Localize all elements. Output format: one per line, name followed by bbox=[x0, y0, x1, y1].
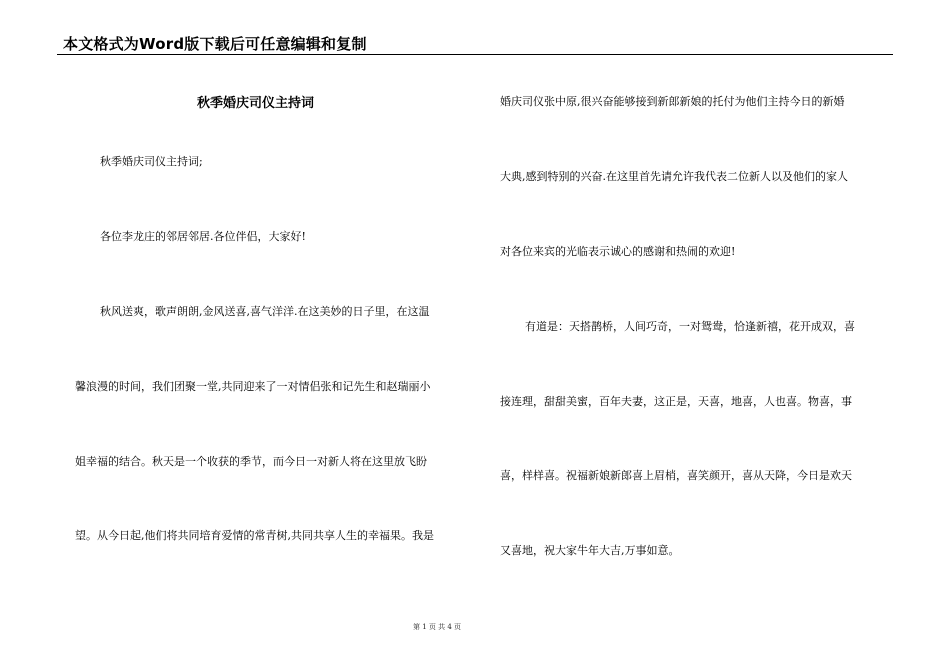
paragraph-line: 秋季婚庆司仪主持词; bbox=[100, 155, 203, 168]
paragraph-line: 对各位来宾的光临表示诚心的感谢和热闹的欢迎! bbox=[500, 245, 736, 258]
paragraph-line: 馨浪漫的时间，我们团聚一堂,共同迎来了一对情侣张和记先生和赵瑞丽小 bbox=[75, 380, 431, 393]
paragraph-line: 又喜地，祝大家牛年大吉,万事如意。 bbox=[500, 544, 680, 557]
paragraph-line: 姐幸福的结合。秋天是一个收获的季节，而今日一对新人将在这里放飞盼 bbox=[75, 455, 427, 468]
header-banner: 本文格式为Word版下载后可任意编辑和复制 bbox=[63, 35, 367, 53]
page-number: 第 1 页 共 4 页 bbox=[413, 623, 462, 631]
paragraph-line: 大典,感到特别的兴奋.在这里首先请允许我代表二位新人以及他们的家人 bbox=[500, 170, 848, 183]
paragraph-line: 各位李龙庄的邻居邻居.各位伴侣，大家好! bbox=[100, 230, 306, 243]
paragraph-line: 秋风送爽，歌声朗朗,金风送喜,喜气洋洋.在这美妙的日子里，在这温 bbox=[100, 305, 430, 318]
paragraph-line: 接连理，甜甜美蜜，百年夫妻，这正是，天喜，地喜，人也喜。物喜，事 bbox=[500, 395, 852, 408]
paragraph-line: 婚庆司仪张中原,很兴奋能够接到新郎新娘的托付为他们主持今日的新婚 bbox=[500, 95, 845, 108]
paragraph-line: 喜，样样喜。祝福新娘新郎喜上眉梢，喜笑颜开，喜从天降，今日是欢天 bbox=[500, 469, 852, 482]
paragraph-line: 望。从今日起,他们将共同培育爱情的常青树,共同共享人生的幸福果。我是 bbox=[75, 529, 434, 542]
paragraph-line: 有道是：天搭鹊桥，人间巧奇，一对鸳鸯，恰逢新禧，花开成双，喜 bbox=[525, 320, 855, 333]
document-title: 秋季婚庆司仪主持词 bbox=[197, 96, 315, 111]
header-divider bbox=[57, 54, 893, 55]
